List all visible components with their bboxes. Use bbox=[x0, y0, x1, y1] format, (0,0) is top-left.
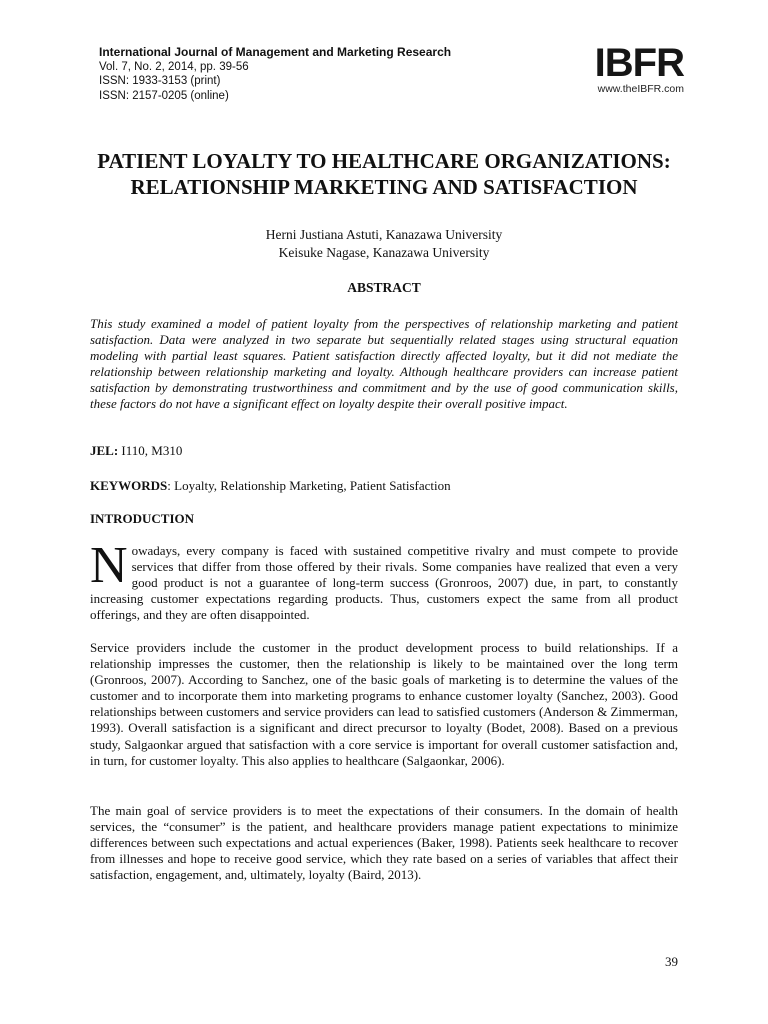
page-number: 39 bbox=[665, 954, 678, 969]
journal-title: International Journal of Management and Marketing Research bbox=[99, 45, 452, 59]
jel-value: I110, M310 bbox=[118, 443, 183, 458]
jel-label: JEL: bbox=[90, 443, 119, 458]
keywords-value: : Loyalty, Relationship Marketing, Patient Satisfaction bbox=[167, 478, 451, 493]
abstract-heading: ABSTRACT bbox=[347, 280, 421, 295]
keywords bbox=[90, 478, 678, 494]
intro-paragraph-3: The main goal of service providers is to meet the expectations of their consumers. In the domain of health services, the “consumer” is the patient, and healthcare providers manage patient expectations to minimize differences between such expectations and actual experiences (Baker, 1998). Patients seek healthcare to recover from illnesses and hope to receive good service, which they rate based on a series of variables that affect their satisfaction, engagement, and, ultimately, loyalty (Baird, 2013). bbox=[90, 803, 678, 883]
author-2: Keisuke Nagase, Kanazawa University bbox=[278, 245, 490, 260]
issn-print: ISSN: 1933-3153 (print) bbox=[99, 75, 221, 87]
publisher-url: www.theIBFR.com bbox=[597, 83, 684, 95]
journal-header bbox=[99, 45, 451, 103]
abstract-text: This study examined a model of patient loyalty from the perspectives of relationship marketing and patient satisfaction. Data were analyzed in two separate but sequentially related stages using structural equation modeling with partial least squares. Patient satisfaction directly affected loyalty, but it did not mediate the relationship between relationship marketing and loyalty. Although healthcare providers can increase patient satisfaction by demonstrating trustworthiness and commitment and by the use of good communication skills, these factors do not have a significant effect on loyalty despite their overall positive impact. bbox=[90, 316, 678, 412]
introduction-heading: INTRODUCTION bbox=[90, 511, 195, 526]
jel-codes bbox=[90, 443, 678, 459]
paper-title: PATIENT LOYALTY TO HEALTHCARE ORGANIZATIONS: RELATIONSHIP MARKETING AND SATISFACTION bbox=[97, 149, 671, 199]
intro-paragraph-1-text: owadays, every company is faced with sustained competitive rivalry and must compete to provide services that differ from those offered by their rivals. Some companies have realized that even a very good product is not a guarantee of long-term success (Gronroos, 2007) due, in part, to constantly increasing customer expectations regarding products. Thus, customers expect the same from all product offerings, and they are often disappointed. bbox=[90, 543, 678, 623]
authors bbox=[90, 226, 678, 262]
publisher-logo bbox=[574, 41, 684, 95]
author-1: Herni Justiana Astuti, Kanazawa University bbox=[265, 227, 503, 242]
logo-mark: IBFR bbox=[594, 41, 684, 85]
intro-paragraph-2: Service providers include the customer in the product development process to build relationships. If a relationship impresses the customer, then the relationship is likely to be maintained over the long term (Gronroos, 2007). According to Sanchez, one of the basic goals of marketing is to determine the values of the customer and to incorporate them into marketing programs to enhance customer loyalty (Sanchez, 2003). Good relationships between customers and service providers can lead to satisfied customers (Anderson & Zimmerman, 1993). Overall satisfaction is a significant and direct precursor to loyalty (Bodet, 2008). Based on a previous study, Salgaonkar argued that satisfaction with a core service is important for overall customer satisfaction and, in turn, for customer loyalty. This also applies to healthcare (Salgaonkar, 2006). bbox=[90, 640, 678, 768]
issn-online: ISSN: 2157-0205 (online) bbox=[99, 89, 229, 102]
intro-paragraph-1 bbox=[90, 537, 678, 623]
keywords-label: KEYWORDS bbox=[90, 478, 168, 493]
journal-volume: Vol. 7, No. 2, 2014, pp. 39-56 bbox=[99, 60, 249, 73]
drop-cap: N bbox=[90, 537, 128, 594]
